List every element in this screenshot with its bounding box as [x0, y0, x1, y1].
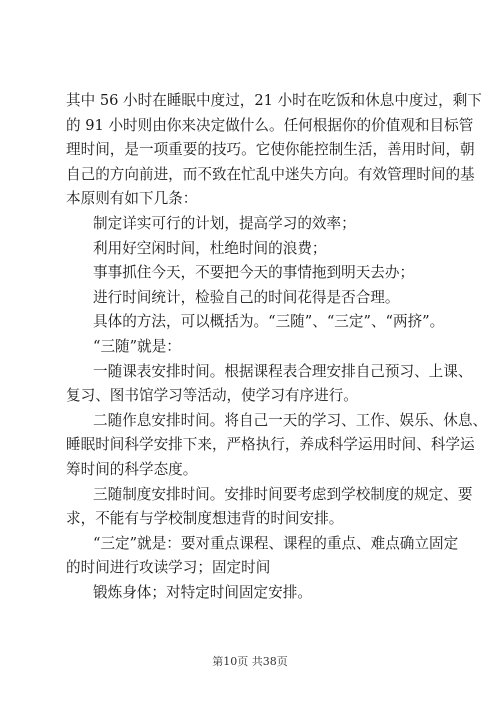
- text-line: 睡眠时间科学安排下来，严格执行，养成科学运用时间、科学运: [66, 436, 475, 454]
- text-line: 事事抓住今天，不要把今天的事情拖到明天去办；: [93, 264, 415, 282]
- text-line: “三随”就是：: [93, 337, 181, 355]
- text-line: “三定”就是：要对重点课程、课程的重点、难点确立固定: [93, 534, 459, 552]
- text-line: 利用好空闲时间，杜绝时间的浪费；: [93, 239, 327, 257]
- text-line: 制定详实可行的计划，提高学习的效率；: [93, 214, 356, 232]
- text-line: 的 91 小时则由你来决定做什么。任何根据你的价值观和目标管: [66, 116, 474, 134]
- text-line: 锻炼身体；对特定时间固定安排。: [93, 583, 312, 601]
- text-line: 的时间进行攻读学习；固定时间: [66, 559, 271, 577]
- text-line: 自己的方向前进，而不致在忙乱中迷失方向。有效管理时间的基: [66, 165, 475, 183]
- text-line: 求，不能有与学校制度想违背的时间安排。: [66, 510, 344, 528]
- text-line: 进行时间统计，检验自己的时间花得是否合理。: [93, 288, 400, 306]
- text-line: 本原则有如下几条：: [66, 190, 198, 208]
- document-body: [66, 92, 488, 608]
- text-line: 复习、图书馆学习等活动，使学习有序进行。: [66, 387, 358, 405]
- text-line: 一随课表安排时间。根据课程表合理安排自己预习、上课、: [93, 362, 473, 380]
- text-line: 理时间，是一项重要的技巧。它使你能控制生活，善用时间，朝: [66, 141, 475, 159]
- text-line: 筹时间的科学态度。: [66, 460, 198, 478]
- text-line: 三随制度安排时间。安排时间要考虑到学校制度的规定、要: [93, 485, 473, 503]
- page-footer: 第10页 共38页: [212, 655, 288, 668]
- text-line: 具体的方法，可以概括为。“三随”、“三定”、“两挤”。: [93, 313, 445, 331]
- text-line: 其中 56 小时在睡眠中度过，21 小时在吃饭和休息中度过，剩下: [66, 92, 482, 109]
- text-line: 二随作息安排时间。将自己一天的学习、工作、娱乐、休息、: [93, 411, 488, 429]
